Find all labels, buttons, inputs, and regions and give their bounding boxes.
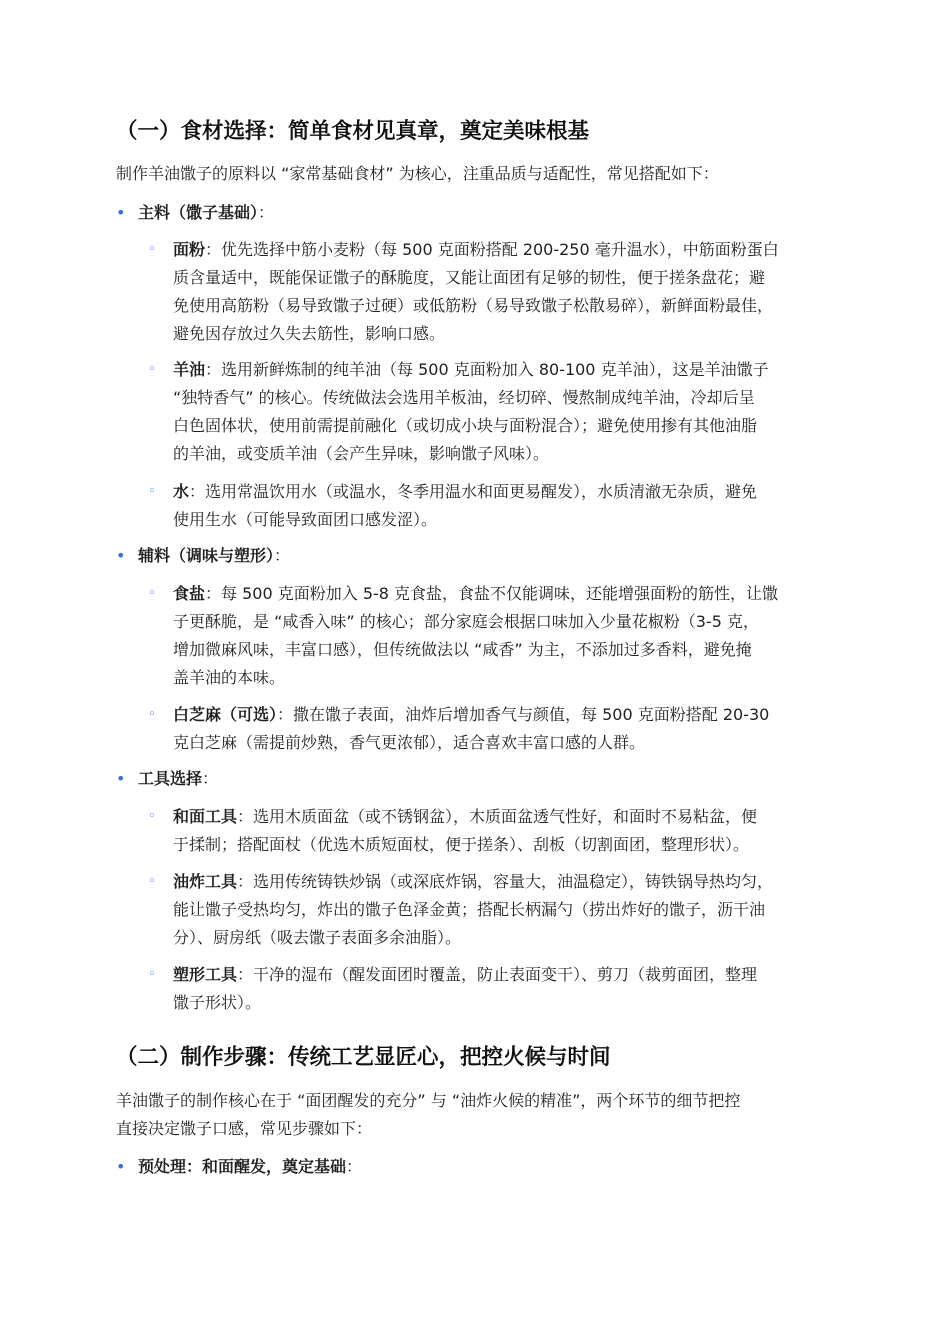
section1-heading: （一）食材选择：简单食材见真章，奠定美味根基 [116,119,590,144]
section2-intro: 羊油馓子的制作核心在于 “面团醒发的充分” 与 “油炸火候的精准”，两个环节的细节把控 直接决定馓子口感，常见步骤如下： [116,1091,741,1138]
section1-intro: 制作羊油馓子的原料以 “家常基础食材” 为核心，注重品质与适配性，常见搭配如下： [116,164,719,183]
bullet-dot-icon: • [116,203,126,222]
document-page: （一）食材选择：简单食材见真章，奠定美味根基 制作羊油馓子的原料以 “家常基础食材” 为核心，注重品质与适配性，常见搭配如下： • 主料（馓子基础）： ◦ 面粉：优先选择中筋小麦粉（每 500 克面粉搭配 200-250 毫升温水），中筋面粉蛋白 质含量适中，既能保证馓子的酥脆度，又能让面团有足够的韧性，便于搓条盘花；避 免使用高筋粉（易导致馓子过硬）或低筋粉（易导致馓子松散易碎），新鲜面粉最佳， 避免因存放过久失去筋性，影响口感。 ◦ 羊油：选用新鲜炼制的纯羊油（每 500 克面粉加入 80-100 克羊油），这是羊油馓子 “独特香气” 的核心。传统做法会选用羊板油，经切碎、慢熬制成纯羊油，冷却后呈 白色固体状，使用前需提前融化（或切成小块与面粉混合）；避免使用掺有其他油脂 的羊油，或变质羊油（会产生异味，影响馓子风味）。 ◦ 水：选用常温饮用水（或温水，冬季用温水和面更易醒发），水质清澈无杂质，避免 使用生水（可能导致面团口感发涩）。 • 辅料（调味与塑形）： ◦ 食盐：每 500 克面粉加入 5-8 克食盐，食盐不仅能调味，还能增强面粉的筋性，让馓 子更酥脆，是 “咸香入味” 的核心；部分家庭会根据口味加入少量花椒粉（3-5 克， 增加微麻风味，丰富口感），但传统做法以 “咸香” 为主，不添加过多香料，避免掩 盖羊油的本味。 ◦ 白芝麻（可选）：撒在馓子表面，油炸后增加香气与颜值，每 500 克面粉搭配 20-30 克白芝麻（需提前炒熟，香气更浓郁），适合喜欢丰富口感的人群。 • 工具选择： ◦ 和面工具：选用木质面盆（或不锈钢盆），木质面盆透气性好，和面时不易粘盆，便 于揉制；搭配面杖（优选木质短面杖，便于搓条）、刮板（切割面团，整理形状）。 ◦ 油炸工具：选用传统铸铁炒锅（或深底炸锅，容量大，油温稳定），铸铁锅导热均匀， 能让馓子受热均匀，炸出的馓子色泽金黄；搭配长柄漏勺（捞出炸好的馓子，沥干油 分）、厨房纸（吸去馓子表面多余油脂）。 ◦ 塑形工具：干净的湿布（醒发面团时覆盖，防止表面变干）、剪刀（裁剪面团，整理 馓子形状）。 （二）制作步骤：传统工艺显匠心，把控火候与时间 羊油馓子的制作核心在于 “面团醒发的充分” 与 “油炸火候的精准”，两个环节的细节把控 直接决定馓子口感，常见步骤如下： • 预处理：和面醒发，奠定基础： [0,0,950,1344]
circle-bullet-icon: ◦ [148,586,156,601]
sub-item-term: 和面工具 [173,807,238,826]
sub-item-term: 水 [173,482,190,501]
sub-item-term: 食盐 [173,584,206,603]
bullet-dot-icon: • [116,769,126,788]
bullet-label: 辅料（调味与塑形） [138,546,275,565]
circle-bullet-icon: ◦ [148,874,156,889]
sub-item-term: 油炸工具 [173,872,238,891]
sub-item-term: 塑形工具 [173,965,238,984]
circle-bullet-icon: ◦ [148,362,156,377]
circle-bullet-icon: ◦ [148,707,156,722]
circle-bullet-icon: ◦ [148,242,156,257]
bullet-dot-icon: • [116,546,126,565]
bullet-label: 工具选择 [138,769,203,788]
section2-heading: （二）制作步骤：传统工艺显匠心，把控火候与时间 [116,1045,611,1070]
bullet-label: 预处理：和面醒发，奠定基础 [138,1157,347,1176]
sub-item-term: 面粉 [173,240,206,259]
sub-item-term: 白芝麻（可选） [173,705,278,724]
circle-bullet-icon: ◦ [148,809,156,824]
circle-bullet-icon: ◦ [148,484,156,499]
sub-item-term: 羊油 [173,360,206,379]
bullet-label: 主料（馓子基础） [138,203,259,222]
circle-bullet-icon: ◦ [148,967,156,982]
bullet-dot-icon: • [116,1157,126,1176]
